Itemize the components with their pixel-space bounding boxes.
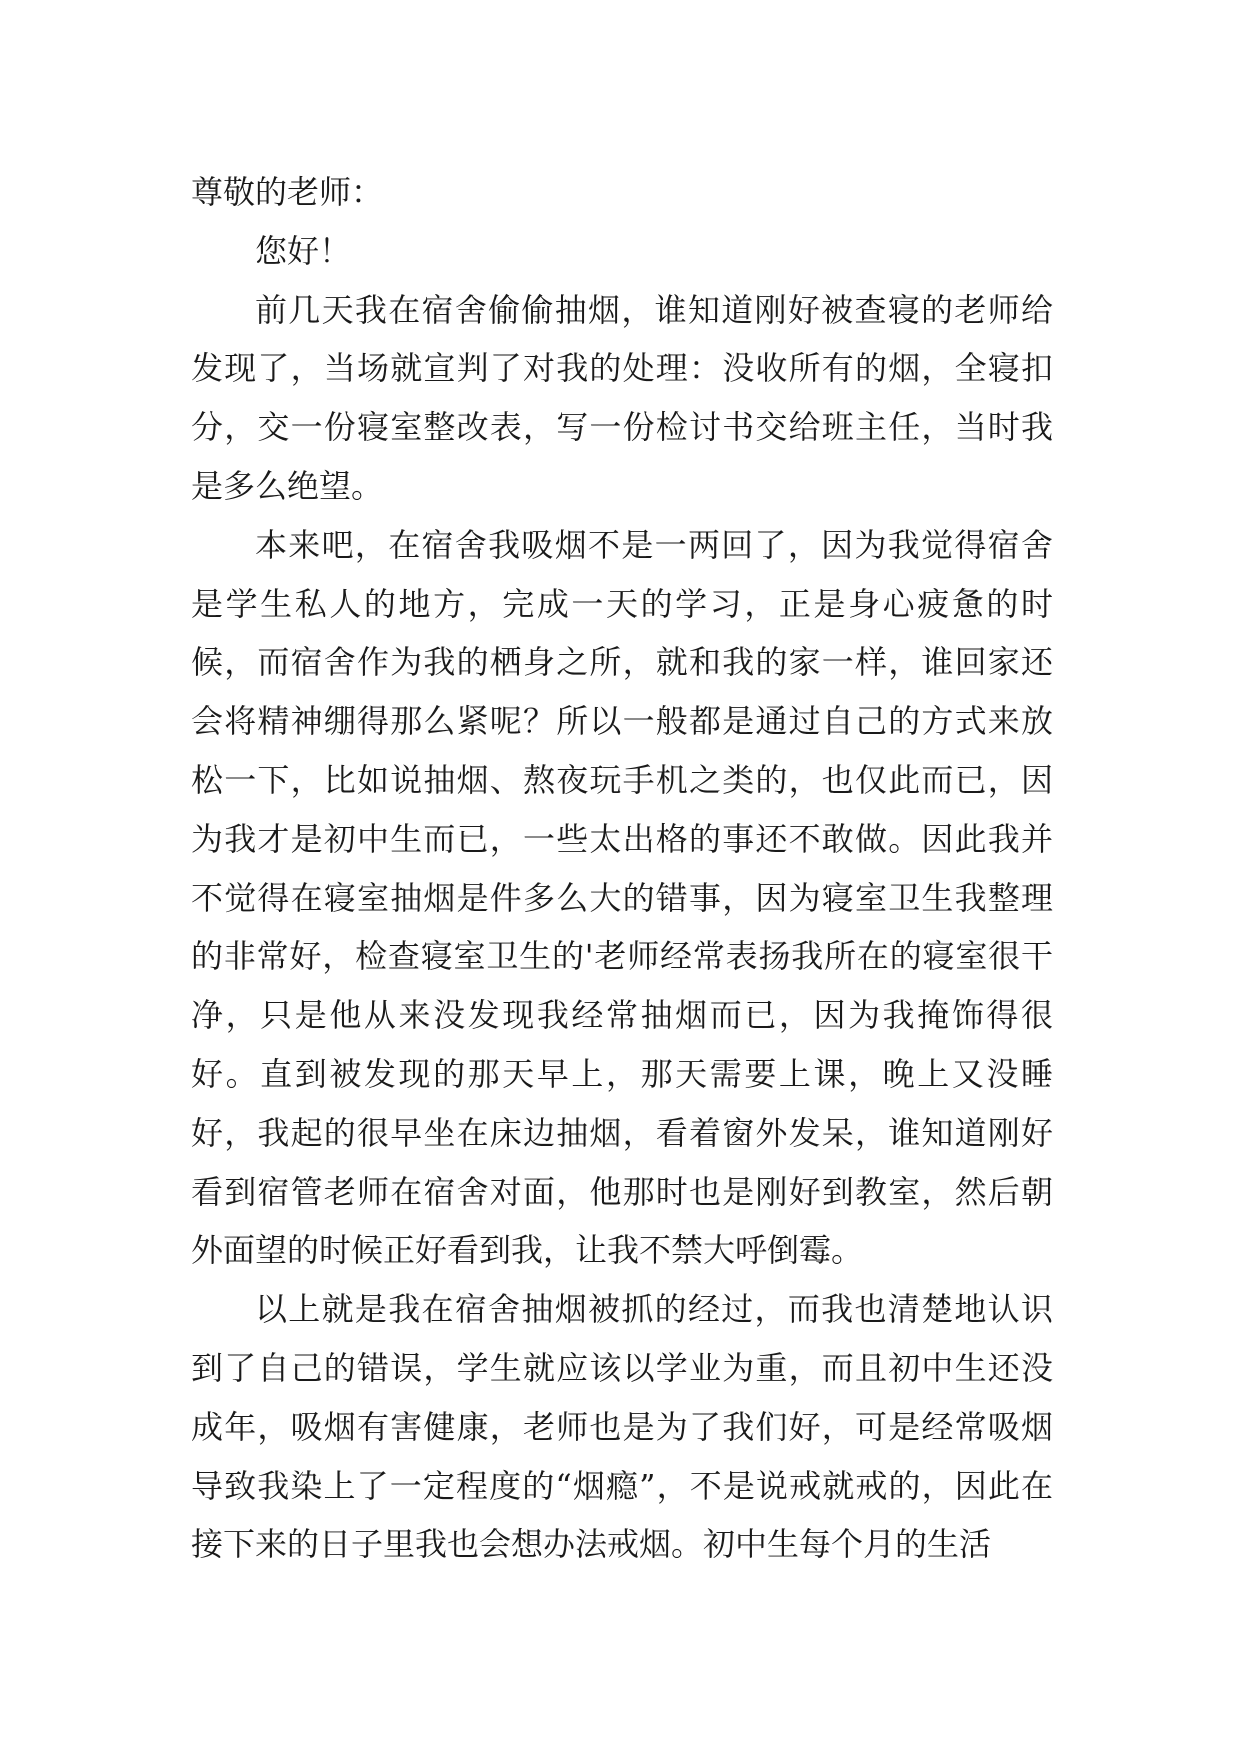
salutation: 尊敬的老师：: [191, 173, 384, 211]
paragraph-background: 本来吧，在宿舍我吸烟不是一两回了，因为我觉得宿舍是学生私人的地方，完成一天的学习，正是身心疲惫的时候，而宿舍作为我的栖身之所，就和我的家一样，谁回家还会将精神绷得那么紧呢？所以一般都是通过自己的方式来放松一下，比如说抽烟、熬夜玩手机之类的，也仅此而已，因为我才是初中生而已，一些太出格的事还不敢做。因此我并不觉得在寝室抽烟是件多么大的错事，因为寝室卫生我整理的非常好，检查寝室卫生的'老师经常表扬我所在的寝室很干净，只是他从来没发现我经常抽烟而已，因为我掩饰得很好。直到被发现的那天早上，那天需要上课，晚上又没睡好，我起的很早坐在床边抽烟，看着窗外发呆，谁知道刚好看到宿管老师在宿舍对面，他那时也是刚好到教室，然后朝外面望的时候正好看到我，让我不禁大呼倒霉。: [191, 525, 1053, 1270]
paragraph-incident: 前几天我在宿舍偷偷抽烟，谁知道刚好被查寝的老师给发现了，当场就宣判了对我的处理：没收所有的烟，全寝扣分，交一份寝室整改表，写一份检讨书交给班主任，当时我是多么绝望。: [191, 290, 1053, 505]
greeting: 您好！: [255, 231, 352, 270]
paragraph-reflection: 以上就是我在宿舍抽烟被抓的经过，而我也清楚地认识到了自己的错误，学生就应该以学业为重，而且初中生还没成年，吸烟有害健康，老师也是为了我们好，可是经常吸烟导致我染上了一定程度的“烟瘾”，不是说戒就戒的，因此在接下来的日子里我也会想办法戒烟。初中生每个月的生活: [191, 1290, 1053, 1564]
letter-body: [191, 163, 1053, 1574]
